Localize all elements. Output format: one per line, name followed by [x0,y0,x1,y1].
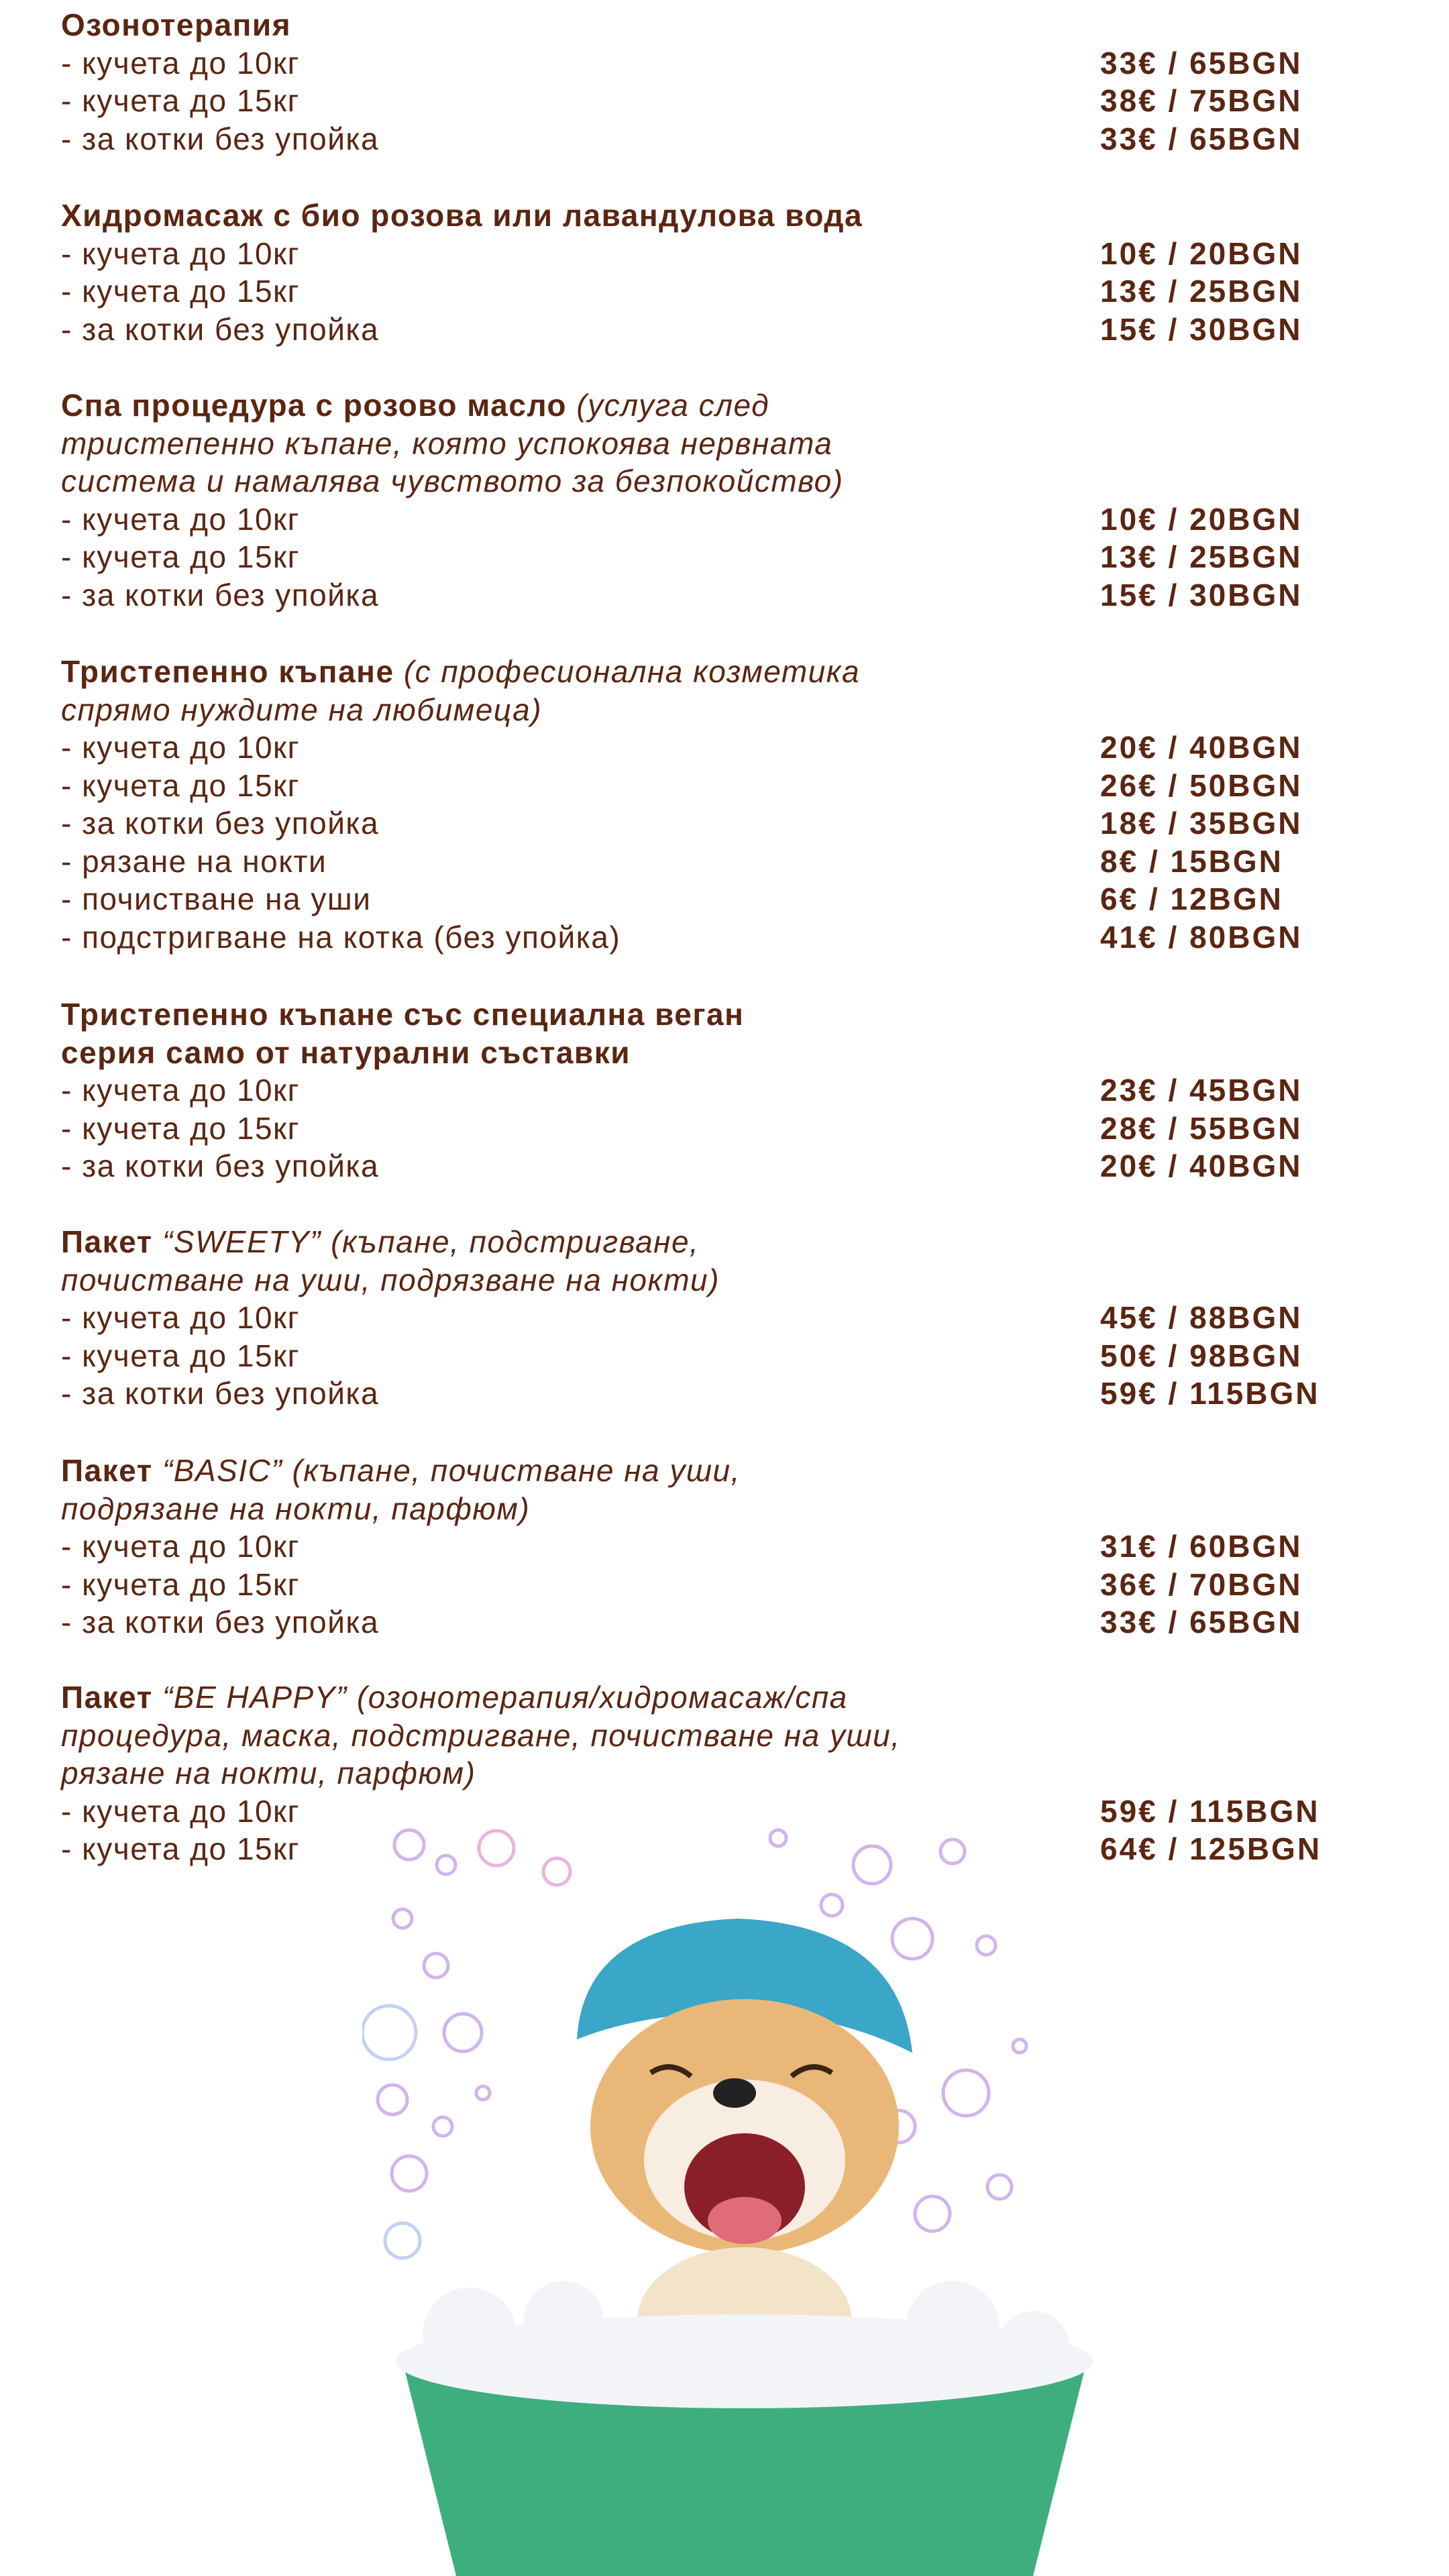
service-label: - кучета до 15кг [61,539,300,574]
service-price: 20€ / 40BGN [1100,730,1303,765]
service-price: 18€ / 35BGN [1100,806,1303,841]
section-title-line [61,996,1403,1034]
service-price: 59€ / 115BGN [1100,1376,1320,1411]
section-note: (услуга след [576,388,770,423]
package-name: “SWEETY” [162,1224,321,1259]
section-note-line: рязане на нокти, парфюм) [61,1756,476,1790]
service-label: - кучета до 15кг [61,1338,300,1373]
service-price: 15€ / 30BGN [1100,577,1303,612]
service-price: 64€ / 125BGN [1100,1831,1322,1866]
service-label: - кучета до 15кг [61,767,300,803]
section-note: (къпане, почистване на уши, [292,1453,741,1488]
price-row [61,880,1403,918]
service-price: 33€ / 65BGN [1100,1605,1303,1640]
service-section [61,996,1403,1185]
price-row [61,918,1403,957]
price-row [61,1071,1403,1110]
price-row [61,767,1403,805]
service-price: 28€ / 55BGN [1100,1110,1303,1146]
service-price: 13€ / 25BGN [1100,539,1303,574]
package-name: “BE HAPPY” [162,1680,347,1715]
service-label: - кучета до 15кг [61,1110,300,1146]
section-title: Спа процедура с розово масло [61,388,568,423]
service-label: - кучета до 15кг [61,83,300,118]
dog-in-bath-illustration [362,1811,1127,2576]
price-row [61,538,1403,576]
section-title: Озонотерапия [61,7,292,42]
service-price: 31€ / 60BGN [1100,1529,1303,1564]
price-row [61,44,1403,83]
service-label: - кучета до 15кг [61,1831,300,1866]
section-note: (с професионална козметика [403,654,861,689]
service-price: 41€ / 80BGN [1100,919,1303,955]
service-label: - кучета до 10кг [61,235,300,271]
section-title-line [61,386,1403,425]
service-label: - за котки без упойка [61,1605,380,1640]
service-price: 20€ / 40BGN [1100,1148,1303,1183]
service-label: - за котки без упойка [61,121,380,156]
section-title-line [61,653,1403,691]
section-title: серия само от натурални съставки [61,1034,631,1070]
service-label: - кучета до 10кг [61,1300,300,1335]
service-label: - кучета до 15кг [61,1566,300,1602]
service-price: 8€ / 15BGN [1100,843,1283,879]
service-label: - за котки без упойка [61,577,380,612]
price-row [61,1337,1403,1375]
section-note-line: спрямо нуждите на любимеца) [61,692,543,727]
section-title: Пакет [61,1224,153,1259]
service-price: 13€ / 25BGN [1100,274,1303,309]
service-price: 33€ / 65BGN [1100,121,1303,156]
price-row [61,272,1403,311]
section-note: (къпане, подстригване, [331,1224,700,1259]
service-price: 26€ / 50BGN [1100,767,1303,803]
service-label: - почистване на уши [61,881,372,916]
price-row [61,1375,1403,1413]
price-row [61,82,1403,120]
price-row [61,1110,1403,1148]
price-row [61,120,1403,158]
price-row [61,804,1403,843]
price-row [61,1299,1403,1337]
service-price: 10€ / 20BGN [1100,235,1303,271]
service-label: - за котки без упойка [61,1376,380,1411]
package-name: “BASIC” [162,1453,283,1488]
section-title-line [61,1034,1403,1072]
section-note: (озонотерапия/хидромасаж/спа [356,1680,848,1715]
service-label: - кучета до 10кг [61,730,300,765]
service-section [61,1223,1403,1413]
section-note-line: подрязане на нокти, парфюм) [61,1491,531,1526]
section-note-line: процедура, маска, подстригване, почистване на уши, [61,1717,901,1753]
service-price: 59€ / 115BGN [1100,1793,1320,1829]
service-section [61,653,1403,956]
service-label: - за котки без упойка [61,806,380,841]
service-label: - кучета до 15кг [61,274,300,309]
service-price: 45€ / 88BGN [1100,1300,1303,1335]
service-section [61,386,1403,614]
service-label: - подстригване на котка (без упойка) [61,919,621,955]
service-label: - рязане на нокти [61,843,327,879]
section-title: Тристепенно къпане със специална веган [61,997,745,1032]
section-title-line [61,6,1403,44]
price-row [61,1147,1403,1185]
section-title: Пакет [61,1680,153,1715]
service-price: 38€ / 75BGN [1100,83,1303,118]
section-title-line [61,197,1403,235]
section-note-line: почистване на уши, подрязване на нокти) [61,1262,720,1297]
price-row [61,311,1403,349]
section-title-line [61,1678,1403,1717]
price-row [61,1566,1403,1604]
price-row [61,843,1403,881]
service-price: 15€ / 30BGN [1100,311,1303,347]
section-title: Тристепенно къпане [61,654,394,689]
service-section [61,6,1403,158]
price-row [61,1603,1403,1642]
service-price: 23€ / 45BGN [1100,1073,1303,1108]
section-title-line [61,1223,1403,1261]
service-price: 10€ / 20BGN [1100,501,1303,537]
section-note-line: тристепенно къпане, която успокоява нервната [61,425,833,461]
price-row [61,729,1403,767]
price-row [61,500,1403,539]
service-price: 6€ / 12BGN [1100,881,1283,916]
service-label: - кучета до 10кг [61,1793,300,1829]
service-price: 50€ / 98BGN [1100,1338,1303,1373]
section-title-line [61,1452,1403,1490]
service-price: 36€ / 70BGN [1100,1566,1303,1602]
service-label: - кучета до 10кг [61,501,300,537]
price-row [61,576,1403,614]
service-label: - за котки без упойка [61,311,380,347]
price-row [61,235,1403,273]
service-label: - кучета до 10кг [61,45,300,80]
service-label: - за котки без упойка [61,1148,380,1183]
service-label: - кучета до 10кг [61,1529,300,1564]
section-title: Пакет [61,1453,153,1488]
bathtub-icon [396,2281,1093,2576]
section-title: Хидромасаж с био розова или лавандулова вода [61,198,863,233]
service-section [61,1452,1403,1642]
service-price: 33€ / 65BGN [1100,45,1303,80]
section-note-line: система и намалява чувството за безпокойство) [61,464,844,498]
service-label: - кучета до 10кг [61,1073,300,1108]
price-row [61,1527,1403,1566]
service-section [61,197,1403,348]
